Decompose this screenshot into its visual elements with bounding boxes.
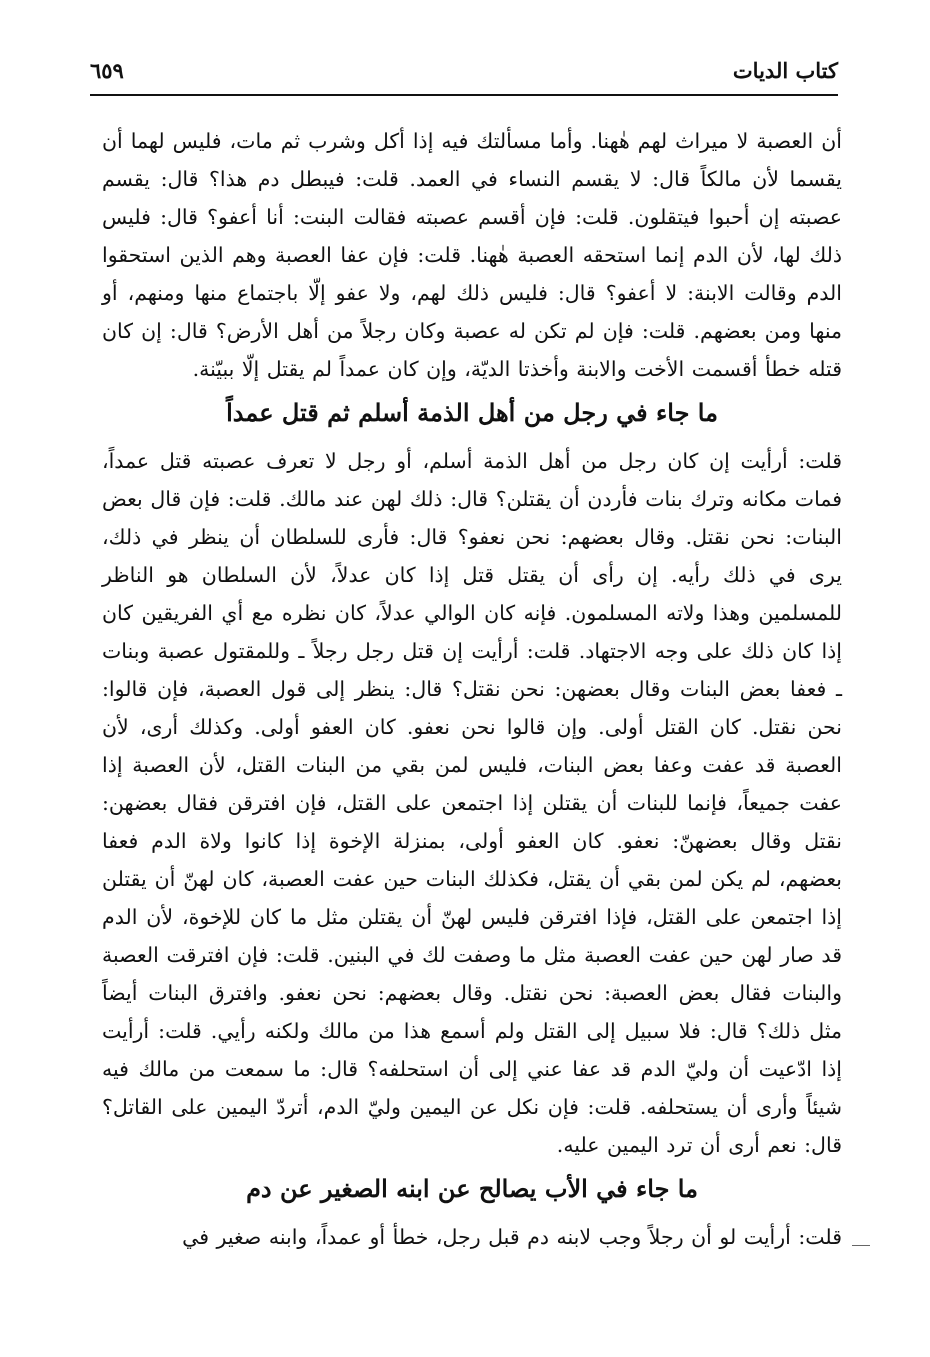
- section-heading-1: ما جاء في رجل من أهل الذمة أسلم ثم قتل عمداً: [226, 398, 718, 427]
- paragraph-3: قلت: أرأيت لو أن رجلاً وجب لابنه دم قبل رجل، خطأ أو عمداً، وابنه صغير في: [182, 1225, 842, 1249]
- page-header: [90, 52, 838, 96]
- margin-mark: [852, 1245, 870, 1246]
- page-body: [102, 122, 842, 1256]
- section-heading-2: ما جاء في الأب يصالح عن ابنه الصغير عن دم: [246, 1174, 698, 1203]
- page-number: ٦٥٩: [90, 58, 124, 83]
- paragraph-1: أن العصبة لا ميراث لهم هٰهنا. وأما مسألتك فيه إذا أكل وشرب ثم مات، فليس لهما أن يقسما لأن مالكاً قال: لا يقسم النساء في العمد. قلت: فيبطل دم هذا؟ قال: يقسم عصبته إن أحبوا فيتقلون. قلت: فإن أقسم عصبته فقالت البنت: أنا أعفو؟ قال: فليس ذلك لها، لأن الدم إنما استحقه العصبة هٰهنا. قلت: فإن عفا العصبة وهم الذين استحقوا الدم وقالت الابنة: لا أعفو؟ قال: فليس ذلك لهم، ولا عفو إلّا باجتماع منها ومنهم، أو منها ومن بعضهم. قلت: فإن لم تكن له عصبة وكان رجلاً من أهل الأرض؟ قال: إن كان قتله خطأ أقسمت الأخت والابنة وأخذتا الديّة، وإن كان عمداً لم يقتل إلّا ببيّنة.: [102, 129, 842, 381]
- running-title: كتاب الديات: [732, 58, 838, 83]
- paragraph-2: قلت: أرأيت إن كان رجل من أهل الذمة أسلم، أو رجل لا تعرف عصبته قتل عمداً، فمات مكانه وترك بنات فأردن أن يقتلن؟ قال: ذلك لهن عند مالك. قلت: فإن قال بعض البنات: نحن نقتل. وقال بعضهم: نحن نعفو؟ قال: فأرى للسلطان أن ينظر في ذلك، يرى في ذلك رأيه. إن رأى أن يقتل قتل إذا كان عدلاً، لأن السلطان هو الناظر للمسلمين وهذا ولاته المسلمون. فإنه كان الوالي عدلاً، كان نظره مع أي الفريقين كان إذا كان ذلك على وجه الاجتهاد. قلت: أرأيت إن قتل رجل رجلاً ـ وللمقتول عصبة وبنات ـ فعفا بعض البنات وقال بعضهن: نحن نقتل؟ قال: ينظر إلى قول العصبة، فإن قالوا: نحن نقتل. كان القتل أولى. وإن قالوا نحن نعفو. كان العفو أولى. وكذلك أرى، لأن العصبة قد عفت وعفا بعض البنات، فليس لمن بقي من البنات القتل، لأن العصبة إذا عفت جميعاً، فإنما للبنات أن يقتلن إذا اجتمعن على القتل، فإن افترقن فقال بعضهن: نقتل وقال بعضهنّ: نعفو. كان العفو أولى، بمنزلة الإخوة إذا كانوا ولاة الدم فعفا بعضهم، لم يكن لمن بقي أن يقتل، فكذلك البنات حين عفت العصبة، كان لهنّ أن يقتلن إذا اجتمعن على القتل، فإذا افترقن فليس لهنّ أن يقتلن مثل ما كان للإخوة، لأن الدم قد صار لهن حين عفت العصبة مثل ما وصفت لك في البنين. قلت: فإن افترقت العصبة والبنات فقال بعض العصبة: نحن نقتل. وقال بعضهم: نحن نعفو. وافترق البنات أيضاً مثل ذلك؟ قال: فلا سبيل إلى القتل ولم أسمع هذا من مالك ولكنه رأيي. قلت: أرأيت إذا ادّعيت أن وليّ الدم قد عفا عني إلى أن استحلفه؟ قال: ما سمعت من مالك فيه شيئاً وأرى أن يستحلفه. قلت: فإن نكل عن اليمين وليّ الدم، أتردّ اليمين على القاتل؟ قال: نعم أرى أن ترد اليمين عليه.: [102, 449, 842, 1157]
